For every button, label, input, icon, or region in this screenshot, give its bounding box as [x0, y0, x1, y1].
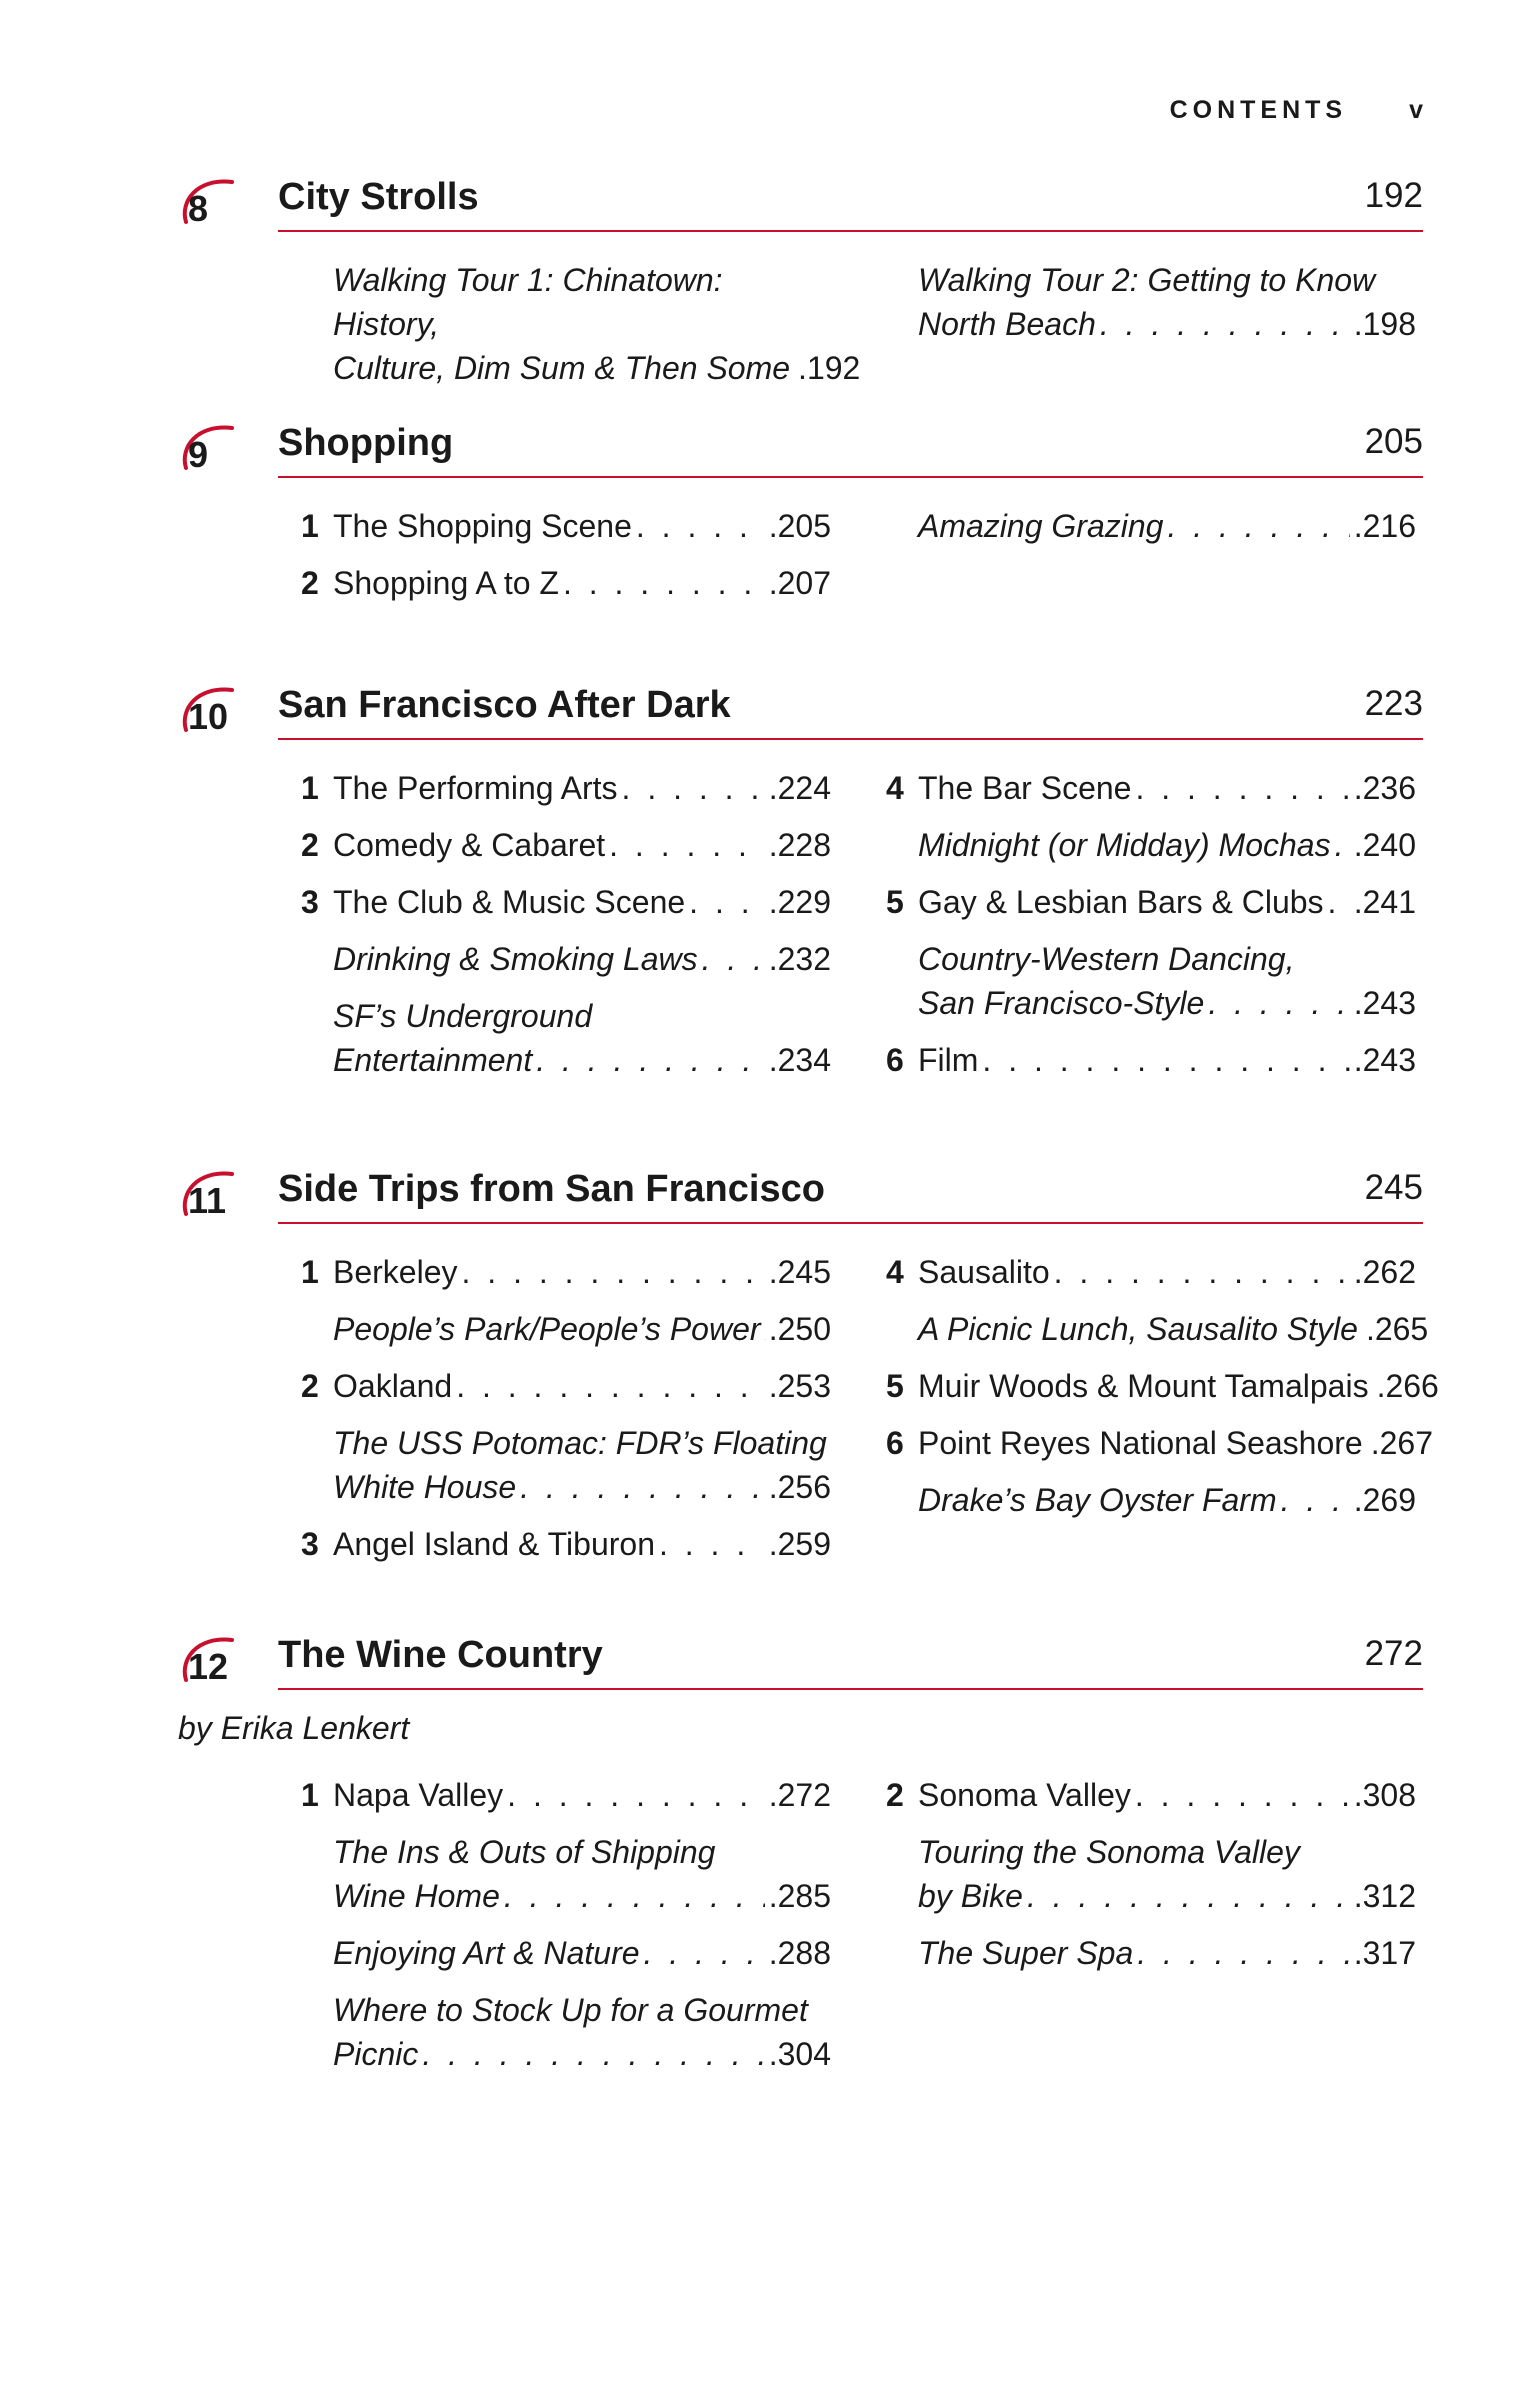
dot-leader — [1281, 1478, 1350, 1522]
dot-leader — [422, 2032, 764, 2076]
dot-leader — [1167, 504, 1349, 548]
entry-title: Comedy & Cabaret — [333, 827, 606, 863]
dot-leader — [1135, 766, 1349, 810]
entry-title: Shopping A to Z — [333, 565, 559, 601]
right-column — [886, 1773, 1416, 1988]
dot-leader — [520, 1465, 765, 1509]
section-number: 4 — [886, 770, 904, 806]
dot-leader — [982, 1038, 1349, 1082]
entry-title: Oakland — [333, 1368, 453, 1404]
toc-entry[interactable] — [301, 1830, 831, 1918]
dot-leader — [563, 561, 765, 605]
entry-page: .259 — [768, 1526, 831, 1562]
toc-entry[interactable] — [301, 1988, 831, 2076]
entry-title: Entertainment — [333, 1042, 533, 1078]
chapter-rule — [278, 738, 1423, 740]
dot-leader — [507, 1773, 765, 1817]
chapter-rule — [278, 1222, 1423, 1224]
chapter-section — [178, 1626, 1423, 2073]
entry-title-line: The Ins & Outs of Shipping — [333, 1834, 716, 1870]
dot-leader — [1027, 1874, 1350, 1918]
chapter-entries — [178, 504, 1423, 624]
chapter-number: 11 — [188, 1180, 227, 1221]
entry-title: The Shopping Scene — [333, 508, 632, 544]
entry-title: Midnight (or Midday) Mochas — [918, 827, 1331, 863]
toc-entry[interactable] — [886, 504, 1416, 548]
entry-page: .228 — [768, 827, 831, 863]
entry-page: .317 — [1353, 1935, 1416, 1971]
chapter-rule — [278, 1688, 1423, 1690]
left-column — [301, 504, 831, 618]
toc-entry[interactable] — [301, 994, 831, 1082]
entry-page: .234 — [768, 1042, 831, 1078]
section-number: 5 — [886, 1368, 904, 1404]
entry-title-line: Walking Tour 2: Getting to Know — [918, 262, 1376, 298]
toc-entry[interactable] — [301, 823, 831, 867]
entry-page: .216 — [1353, 508, 1416, 544]
entry-title-line: Walking Tour 1: Chinatown: History, — [333, 262, 723, 342]
entry-page: .288 — [768, 1935, 831, 1971]
chapter-heading[interactable] — [178, 168, 1423, 232]
chapter-section — [178, 168, 1423, 386]
dot-leader — [644, 1931, 765, 1975]
chapter-number: 9 — [188, 434, 209, 475]
chapter-page: 192 — [1364, 176, 1423, 215]
right-column — [886, 1250, 1439, 1535]
toc-entry[interactable] — [301, 1364, 831, 1408]
entry-title: Drinking & Smoking Laws — [333, 941, 698, 977]
chapter-number-badge — [178, 424, 266, 478]
entry-page: .250 — [768, 1311, 831, 1347]
entry-title: Sausalito — [918, 1254, 1050, 1290]
section-number: 1 — [301, 1254, 319, 1290]
chapter-heading[interactable] — [178, 1160, 1423, 1224]
dot-leader — [536, 1038, 765, 1082]
entry-title-line: Country-Western Dancing, — [918, 941, 1295, 977]
toc-entry[interactable] — [301, 1522, 831, 1566]
toc-entry[interactable] — [301, 258, 861, 390]
toc-entry[interactable] — [301, 1307, 831, 1351]
toc-entry[interactable] — [886, 937, 1416, 1025]
left-column — [301, 766, 831, 1095]
toc-entry[interactable] — [301, 561, 831, 605]
chapter-number-badge — [178, 178, 266, 232]
entry-title-line: The USS Potomac: FDR’s Floating — [333, 1425, 827, 1461]
entry-page: .224 — [768, 770, 831, 806]
entry-page: .253 — [768, 1368, 831, 1404]
toc-entry[interactable] — [886, 1773, 1416, 1817]
dot-leader — [636, 504, 765, 548]
section-number: 6 — [886, 1042, 904, 1078]
right-column — [886, 258, 1416, 359]
entry-page: .266 — [1376, 1368, 1439, 1404]
toc-entry[interactable] — [886, 1364, 1439, 1408]
left-column — [301, 258, 861, 403]
entry-title: Culture, Dim Sum & Then Some — [333, 350, 791, 386]
toc-entry[interactable] — [301, 1931, 831, 1975]
section-number: 2 — [301, 565, 319, 601]
chapter-title: The Wine Country — [278, 1634, 603, 1676]
section-number: 6 — [886, 1425, 904, 1461]
right-column — [886, 766, 1416, 1095]
entry-title: Berkeley — [333, 1254, 458, 1290]
dot-leader — [1135, 1773, 1350, 1817]
chapter-number-badge — [178, 1170, 266, 1224]
dot-leader — [462, 1250, 765, 1294]
entry-page: .312 — [1353, 1878, 1416, 1914]
section-number: 2 — [301, 1368, 319, 1404]
toc-entry[interactable] — [886, 1830, 1416, 1918]
entry-title: Amazing Grazing — [918, 508, 1164, 544]
toc-entry[interactable] — [301, 1773, 831, 1817]
toc-entry[interactable] — [301, 504, 831, 548]
dot-leader — [1328, 880, 1350, 924]
entry-page: .207 — [768, 565, 831, 601]
entry-title: Sonoma Valley — [918, 1777, 1131, 1813]
chapter-page: 223 — [1364, 684, 1423, 723]
chapter-entries — [178, 258, 1423, 386]
dot-leader — [659, 1522, 765, 1566]
dot-leader — [1335, 823, 1350, 867]
toc-entry[interactable] — [886, 1931, 1416, 1975]
running-head-label: CONTENTS — [1169, 96, 1348, 124]
entry-page: .272 — [768, 1777, 831, 1813]
chapter-number: 10 — [188, 696, 229, 737]
toc-entry[interactable] — [886, 880, 1416, 924]
toc-entry[interactable] — [886, 823, 1416, 867]
dot-leader — [609, 823, 765, 867]
left-column — [301, 1773, 831, 2089]
dot-leader — [1208, 981, 1349, 1025]
toc-entry[interactable] — [301, 1250, 831, 1294]
entry-page: .241 — [1353, 884, 1416, 920]
entry-page: .267 — [1370, 1425, 1433, 1461]
chapter-entries — [178, 1773, 1423, 2073]
section-number: 3 — [301, 1526, 319, 1562]
chapter-title: Shopping — [278, 422, 454, 464]
toc-entry[interactable] — [301, 766, 831, 810]
entry-title: Angel Island & Tiburon — [333, 1526, 655, 1562]
toc-entry[interactable] — [886, 1038, 1416, 1082]
dot-leader — [689, 880, 765, 924]
entry-title: People’s Park/People’s Power — [333, 1311, 761, 1347]
entry-page: .198 — [1353, 306, 1416, 342]
section-number: 2 — [886, 1777, 904, 1813]
dot-leader — [504, 1874, 765, 1918]
chapter-section — [178, 1160, 1439, 1562]
entry-page: .256 — [768, 1469, 831, 1505]
entry-title: San Francisco-Style — [918, 985, 1205, 1021]
entry-page: .229 — [768, 884, 831, 920]
entry-title: Napa Valley — [333, 1777, 504, 1813]
entry-title: Muir Woods & Mount Tamalpais — [918, 1368, 1369, 1404]
entry-title: by Bike — [918, 1878, 1023, 1914]
chapter-number-badge — [178, 686, 266, 740]
left-column — [301, 1250, 831, 1579]
chapter-page: 205 — [1364, 422, 1423, 461]
section-number: 5 — [886, 884, 904, 920]
section-number: 1 — [301, 1777, 319, 1813]
chapter-title: City Strolls — [278, 176, 479, 218]
chapter-rule — [278, 230, 1423, 232]
entry-page: .192 — [798, 350, 861, 386]
dot-leader — [622, 766, 765, 810]
entry-page: .304 — [768, 2036, 831, 2072]
chapter-heading[interactable] — [178, 1626, 1423, 1690]
entry-title: North Beach — [918, 306, 1096, 342]
dot-leader — [1100, 302, 1350, 346]
toc-entry[interactable] — [886, 1307, 1429, 1351]
chapter-entries — [178, 1250, 1439, 1562]
entry-title: Point Reyes National Seashore — [918, 1425, 1363, 1461]
dot-leader — [1054, 1250, 1350, 1294]
running-head — [1170, 96, 1423, 125]
entry-title-line: Where to Stock Up for a Gourmet — [333, 1992, 808, 2028]
entry-page: .285 — [768, 1878, 831, 1914]
entry-title: Enjoying Art & Nature — [333, 1935, 640, 1971]
entry-page: .262 — [1353, 1254, 1416, 1290]
chapter-heading[interactable] — [178, 414, 1423, 478]
chapter-section — [178, 676, 1423, 1078]
entry-page: .245 — [768, 1254, 831, 1290]
entry-title: Picnic — [333, 2036, 419, 2072]
dot-leader — [702, 937, 765, 981]
section-number: 3 — [301, 884, 319, 920]
entry-title: The Super Spa — [918, 1935, 1134, 1971]
toc-entry[interactable] — [301, 880, 831, 924]
chapter-number: 8 — [188, 188, 209, 229]
entry-title: Film — [918, 1042, 979, 1078]
toc-entry[interactable] — [886, 258, 1416, 346]
entry-page: .240 — [1353, 827, 1416, 863]
toc-entry[interactable] — [301, 1421, 831, 1509]
entry-page: .236 — [1353, 770, 1416, 806]
section-number: 1 — [301, 770, 319, 806]
entry-title: The Bar Scene — [918, 770, 1132, 806]
toc-entry[interactable] — [886, 766, 1416, 810]
entry-title: A Picnic Lunch, Sausalito Style — [918, 1311, 1358, 1347]
chapter-entries — [178, 766, 1423, 1078]
entry-title-line: Touring the Sonoma Valley — [918, 1834, 1300, 1870]
toc-entry[interactable] — [886, 1421, 1433, 1465]
chapter-byline: by Erika Lenkert — [178, 1710, 410, 1746]
entry-title: Gay & Lesbian Bars & Clubs — [918, 884, 1324, 920]
section-number: 1 — [301, 508, 319, 544]
dot-leader — [456, 1364, 765, 1408]
chapter-heading[interactable] — [178, 676, 1423, 740]
entry-title: White House — [333, 1469, 517, 1505]
running-head-page: v — [1409, 96, 1423, 124]
chapter-number-badge — [178, 1636, 266, 1690]
entry-page: .243 — [1353, 985, 1416, 1021]
section-number: 2 — [301, 827, 319, 863]
entry-page: .243 — [1353, 1042, 1416, 1078]
entry-page: .205 — [768, 508, 831, 544]
chapter-number: 12 — [188, 1646, 229, 1687]
chapter-title: Side Trips from San Francisco — [278, 1168, 825, 1210]
entry-title: Wine Home — [333, 1878, 500, 1914]
entry-title: The Club & Music Scene — [333, 884, 686, 920]
dot-leader — [1137, 1931, 1349, 1975]
entry-title-line: SF’s Underground — [333, 998, 593, 1034]
section-number: 4 — [886, 1254, 904, 1290]
right-column — [886, 504, 1416, 561]
entry-page: .232 — [768, 941, 831, 977]
toc-entry[interactable] — [301, 937, 831, 981]
chapter-page: 245 — [1364, 1168, 1423, 1207]
entry-page: .265 — [1365, 1311, 1429, 1347]
chapter-page: 272 — [1364, 1634, 1423, 1673]
toc-entry[interactable] — [886, 1250, 1416, 1294]
chapter-title: San Francisco After Dark — [278, 684, 731, 726]
entry-title: Drake’s Bay Oyster Farm — [918, 1482, 1277, 1518]
chapter-rule — [278, 476, 1423, 478]
entry-title: The Performing Arts — [333, 770, 618, 806]
entry-page: .308 — [1353, 1777, 1416, 1813]
chapter-section — [178, 414, 1423, 624]
entry-page: .269 — [1353, 1482, 1416, 1518]
toc-entry[interactable] — [886, 1478, 1416, 1522]
